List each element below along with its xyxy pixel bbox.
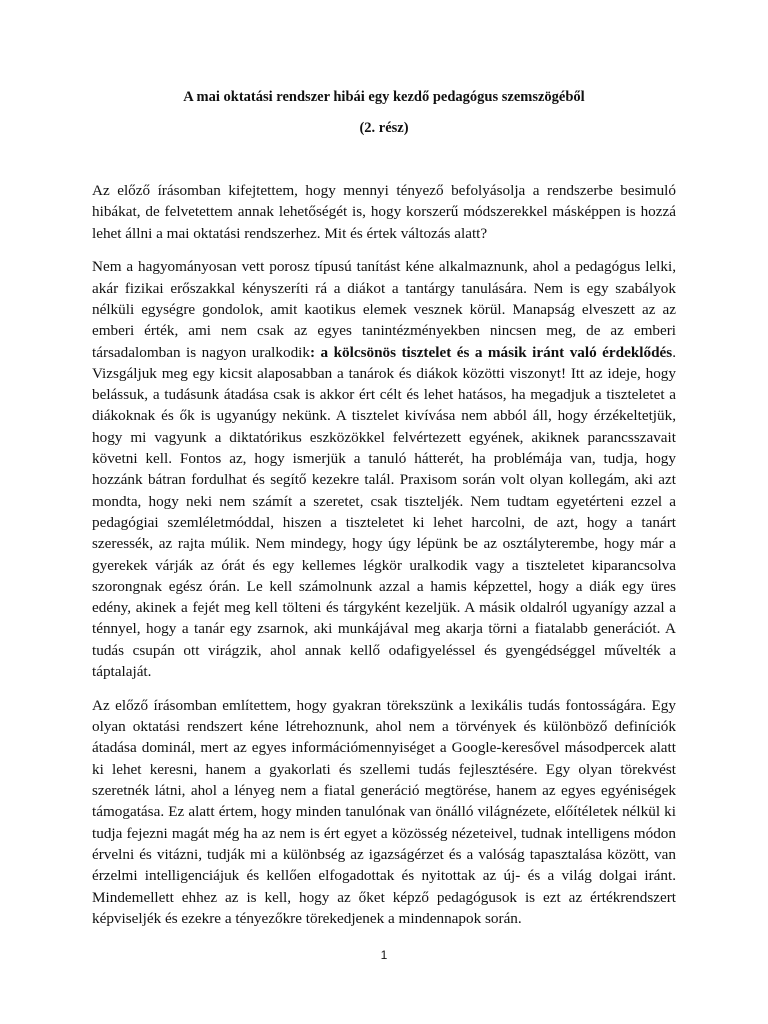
paragraph-2	[92, 256, 676, 682]
paragraph-1: Az előző írásomban kifejtettem, hogy mennyi tényező befolyásolja a rendszerbe besimuló hibákat, de felvetettem annak lehetőségét is, hogy korszerű módszerekkel másképpen is hozzá lehet állni a mai oktatási rendszerhez. Mit és értek változás alatt?	[92, 182, 676, 242]
paragraph-3: Az előző írásomban említettem, hogy gyakran törekszünk a lexikális tudás fontosságára. Egy olyan oktatási rendszert kéne létrehoznunk, ahol nem a törvények és különböző definíciók átadása dominál, mert az egyes információmennyiséget a Google-keresővel másodpercek alatt ki lehet keresni, hanem a gyakorlati és szellemi tudás fejlesztésére. Egy olyan törekvést szeretnék látni, ahol a lényeg nem a fiatal generáció megtörése, hanem az egyes egyéniségek támogatása. Ez alatt értem, hogy minden tanulónak van önálló világnézete, előítéletek nélkül ki tudja fejezni magát még ha az nem is ért egyet a közösség nézeteivel, tudnak intelligens módon érvelni és vitázni, tudják mi a különbség az igazságérzet és a valóság tapasztalása között, van érzelmi intelligenciájuk és kellően elfogadottak és nyitottak az új- és a világ dolgai iránt. Mindemellett ehhez az is kell, hogy az őket képző pedagógusok is ezt az értékrendszert képviseljék és ezekre a tényezőkre törekedjenek a mindennapok során.	[92, 696, 676, 927]
document-body	[92, 180, 676, 942]
paragraph-2-text-before: Nem a hagyományosan vett porosz típusú tanítást kéne alkalmaznunk, ahol a pedagógus lelki, akár fizikai erőszakkal kényszeríti rá a diákot a tantárgy tanulására. Nem is egy szabályok nélküli egységre gondolok, amit kaotikus elemek vesznek körül. Manapság elveszett az az emberi érték, ami nem csak az egyes tanintézményekben nincsen meg, de az emberi társadalomban is nagyon uralkodik	[92, 258, 676, 361]
page-number: 1	[380, 948, 388, 962]
paragraph-2-emphasis: : a kölcsönös tisztelet és a másik iránt való érdeklődés	[310, 343, 673, 361]
paragraph-2-text-after: . Vizsgáljuk meg egy kicsit alaposabban a tanárok és diákok közötti viszonyt! Itt az ideje, hogy belássuk, a tudásunk átadása csak is akkor ért célt és lehet hatásos, ha megadjuk a tiszteletet a diákoknak és ők is ugyanúgy nekünk. A tisztelet kivívása nem abból áll, hogy érzékeltetjük, hogy mi vagyunk a diktatórikus eszközökkel felvértezett egyének, akiknek parancsszavait követni kell. Fontos az, hogy ismerjük a tanuló hátterét, ha problémája van, tudja, hogy hozzánk bátran fordulhat és segítő kezekre talál. Praxisom során volt olyan kollegám, aki azt mondta, hogy neki nem számít a szeretet, csak tiszteljék. Nem tudtam egyetérteni ezzel a pedagógiai szemléletmóddal, hiszen a tiszteletet ki lehet harcolni, de azt, hogy a tanárt szeressék, az rajta múlik. Nem mindegy, hogy úgy lépünk be az osztályterembe, hogy már a gyerekek várják az órát és egy kellemes légkör uralkodik vagy a tiszteletet kiparancsolva szorongnak egész órán. Le kell számolnunk azzal a hamis képzettel, hogy a diák egy üres edény, akinek a fejét meg kell tölteni és tárgyként kezeljük. A másik oldalról ugyanígy azzal a ténnyel, hogy a tanár egy zsarnok, aki munkájával meg akarja törni a fiatalabb generációt. A tudás csupán ott virágzik, ahol annak kellő odafigyeléssel és gyengédséggel művelték a táptalaját.	[92, 343, 676, 681]
document-subtitle: (2. rész)	[359, 120, 409, 136]
document-title: A mai oktatási rendszer hibái egy kezdő pedagógus szemszögéből	[183, 89, 585, 105]
